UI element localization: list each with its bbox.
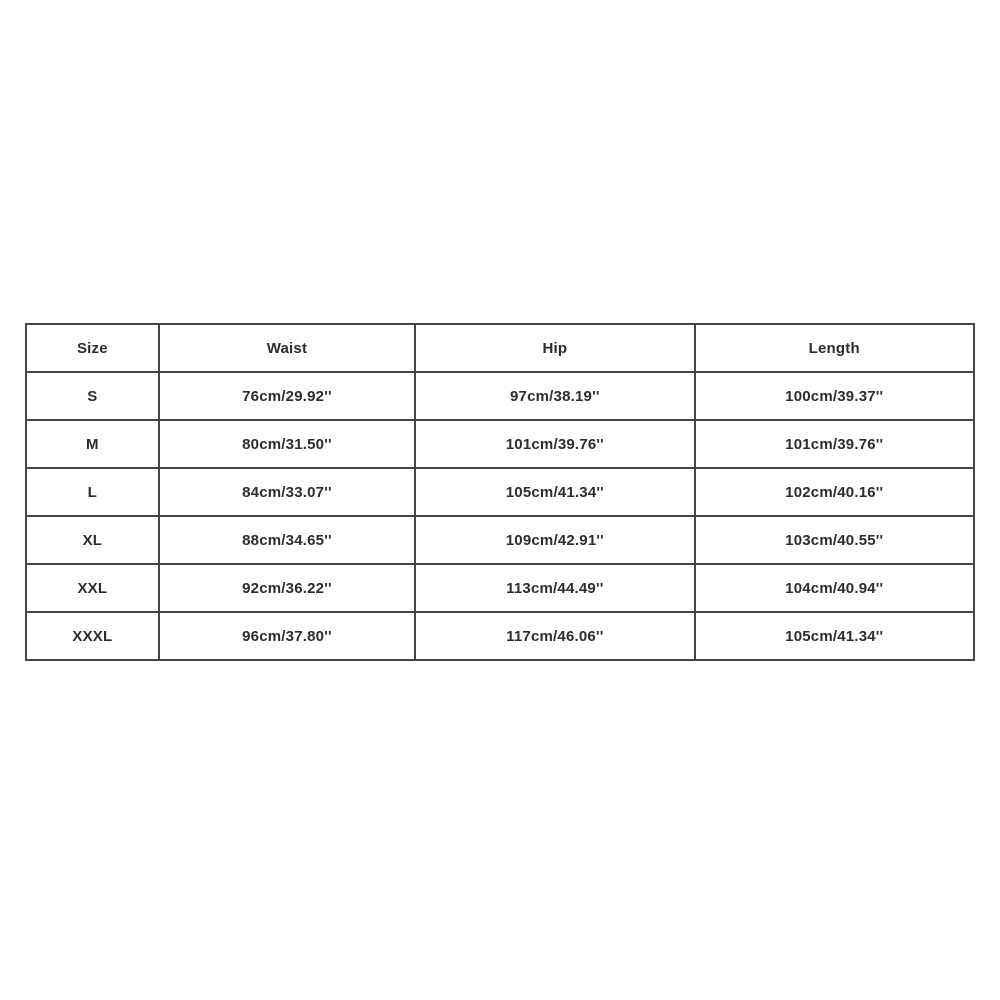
cell-length: 102cm/40.16'' (695, 468, 974, 516)
column-header-hip: Hip (415, 324, 694, 372)
cell-size: XXXL (26, 612, 159, 660)
cell-waist: 88cm/34.65'' (159, 516, 415, 564)
cell-length: 101cm/39.76'' (695, 420, 974, 468)
column-header-length: Length (695, 324, 974, 372)
cell-hip: 97cm/38.19'' (415, 372, 694, 420)
cell-size: XL (26, 516, 159, 564)
column-header-size: Size (26, 324, 159, 372)
cell-hip: 113cm/44.49'' (415, 564, 694, 612)
cell-waist: 92cm/36.22'' (159, 564, 415, 612)
table-row (26, 372, 974, 420)
table-row (26, 468, 974, 516)
table-row (26, 516, 974, 564)
column-header-waist: Waist (159, 324, 415, 372)
cell-waist: 80cm/31.50'' (159, 420, 415, 468)
cell-waist: 76cm/29.92'' (159, 372, 415, 420)
cell-hip: 109cm/42.91'' (415, 516, 694, 564)
cell-size: S (26, 372, 159, 420)
table-row (26, 564, 974, 612)
table-row (26, 420, 974, 468)
cell-hip: 101cm/39.76'' (415, 420, 694, 468)
table-row (26, 612, 974, 660)
cell-waist: 84cm/33.07'' (159, 468, 415, 516)
cell-size: L (26, 468, 159, 516)
size-chart-table (25, 323, 975, 661)
cell-hip: 105cm/41.34'' (415, 468, 694, 516)
cell-length: 104cm/40.94'' (695, 564, 974, 612)
cell-length: 105cm/41.34'' (695, 612, 974, 660)
cell-waist: 96cm/37.80'' (159, 612, 415, 660)
cell-hip: 117cm/46.06'' (415, 612, 694, 660)
cell-size: M (26, 420, 159, 468)
cell-size: XXL (26, 564, 159, 612)
cell-length: 103cm/40.55'' (695, 516, 974, 564)
cell-length: 100cm/39.37'' (695, 372, 974, 420)
header-row (26, 324, 974, 372)
